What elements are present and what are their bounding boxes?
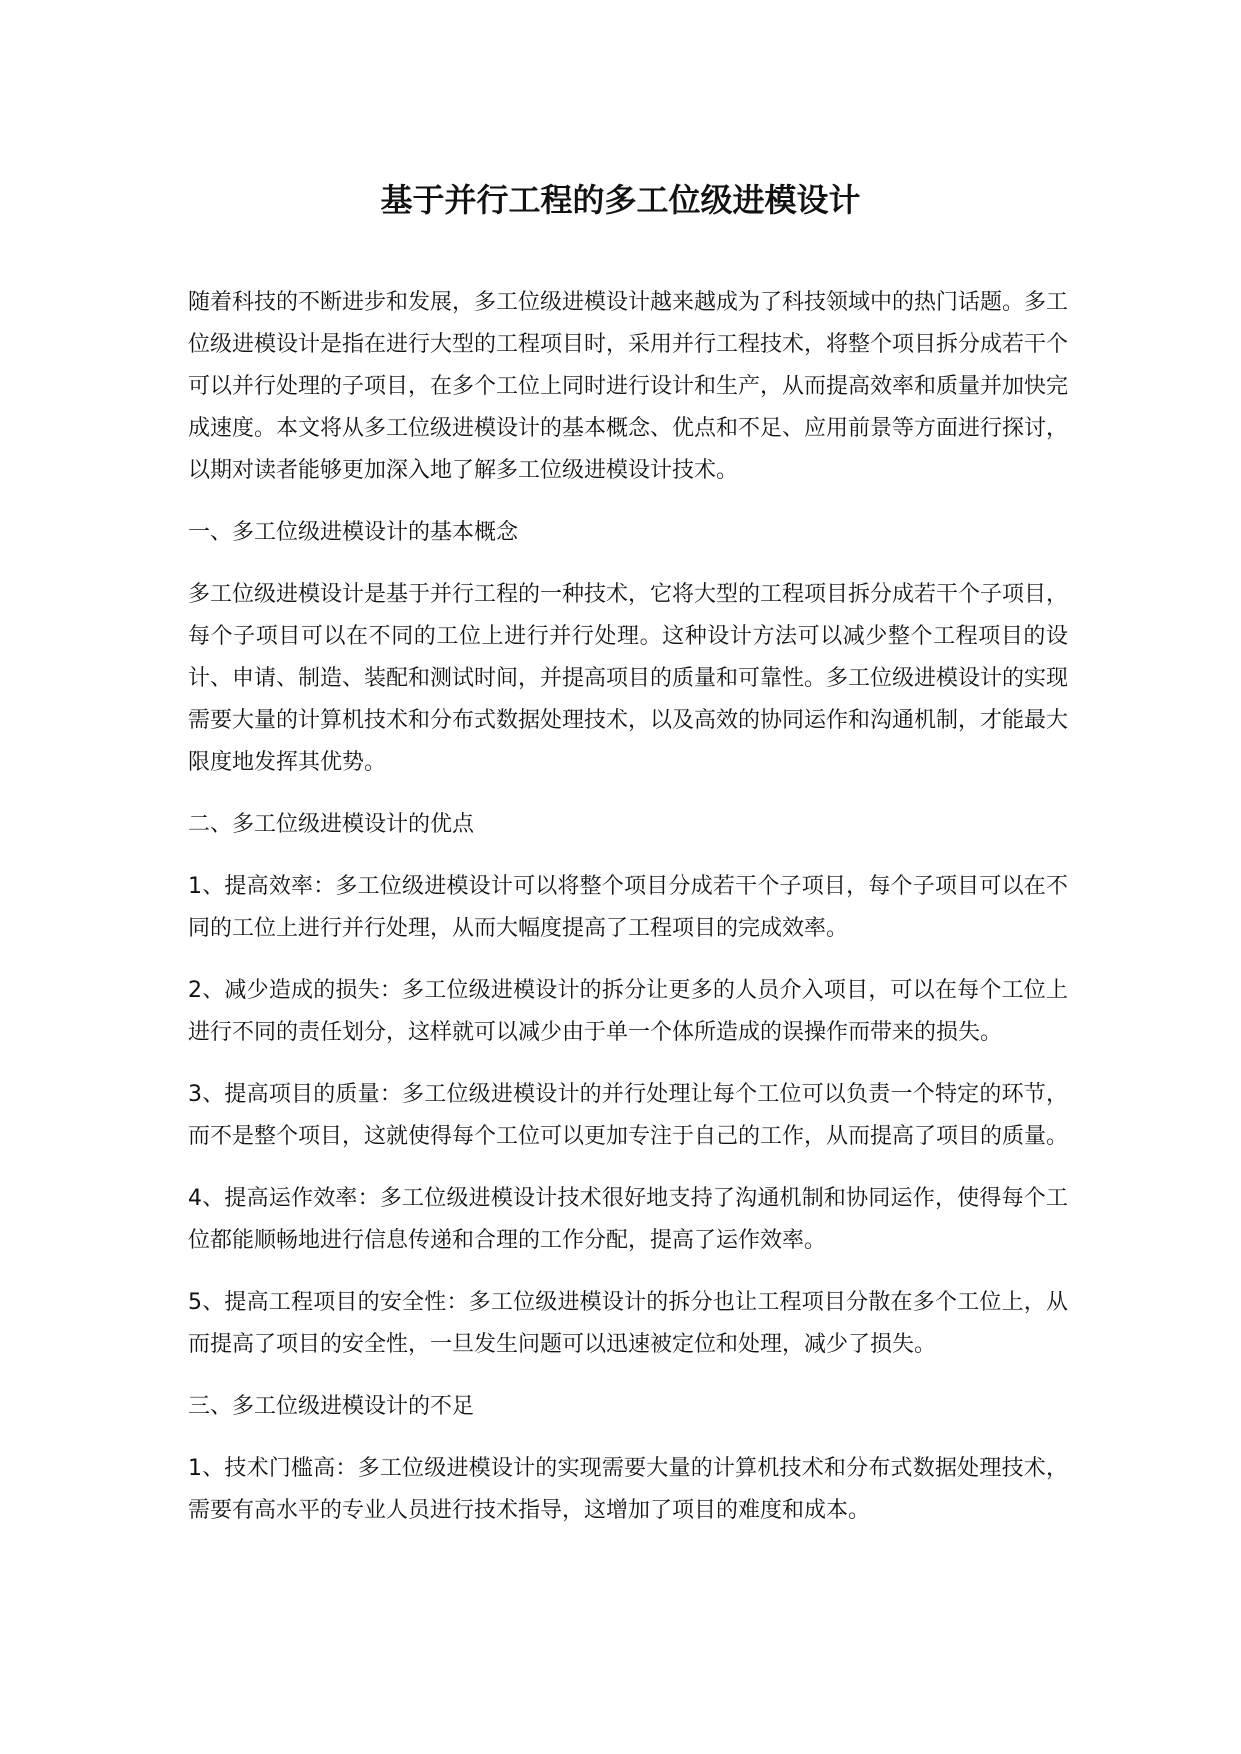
shortcoming-item: 1、技术门槛高：多工位级进模设计的实现需要大量的计算机技术和分布式数据处理技术，需要有高水平的专业人员进行技术指导，这增加了项目的难度和成本。 bbox=[188, 1456, 1068, 1523]
intro-paragraph: 随着科技的不断进步和发展，多工位级进模设计越来越成为了科技领域中的热门话题。多工位级进模设计是指在进行大型的工程项目时，采用并行工程技术，将整个项目拆分成若干个可以并行处理的子项目，在多个工位上同时进行设计和生产，从而提高效率和质量并加快完成速度。本文将从多工位级进模设计的基本概念、优点和不足、应用前景等方面进行探讨，以期对读者能够更加深入地了解多工位级进模设计技术。 bbox=[188, 290, 1069, 483]
advantage-item: 3、提高项目的质量：多工位级进模设计的并行处理让每个工位可以负责一个特定的环节，而不是整个项目，这就使得每个工位可以更加专注于自己的工作，从而提高了项目的质量。 bbox=[188, 1082, 1069, 1149]
section-heading-advantages: 二、多工位级进模设计的优点 bbox=[188, 812, 475, 837]
section-heading-basic-concept: 一、多工位级进模设计的基本概念 bbox=[188, 520, 519, 545]
advantage-item: 1、提高效率：多工位级进模设计可以将整个项目分成若干个子项目，每个子项目可以在不同的工位上进行并行处理，从而大幅度提高了工程项目的完成效率。 bbox=[188, 874, 1068, 941]
section-heading-shortcomings: 三、多工位级进模设计的不足 bbox=[188, 1394, 475, 1419]
document-title: 基于并行工程的多工位级进模设计 bbox=[380, 181, 861, 219]
basic-concept-paragraph: 多工位级进模设计是基于并行工程的一种技术，它将大型的工程项目拆分成若干个子项目，每个子项目可以在不同的工位上进行并行处理。这种设计方法可以减少整个工程项目的设计、申请、制造、装配和测试时间，并提高项目的质量和可靠性。多工位级进模设计的实现需要大量的计算机技术和分布式数据处理技术，以及高效的协同运作和沟通机制，才能最大限度地发挥其优势。 bbox=[188, 582, 1069, 775]
advantage-item: 2、减少造成的损失：多工位级进模设计的拆分让更多的人员介入项目，可以在每个工位上进行不同的责任划分，这样就可以减少由于单一个体所造成的误操作而带来的损失。 bbox=[188, 978, 1068, 1045]
advantage-item: 5、提高工程项目的安全性：多工位级进模设计的拆分也让工程项目分散在多个工位上，从而提高了项目的安全性，一旦发生问题可以迅速被定位和处理，减少了损失。 bbox=[188, 1290, 1068, 1357]
advantage-item: 4、提高运作效率：多工位级进模设计技术很好地支持了沟通机制和协同运作，使得每个工位都能顺畅地进行信息传递和合理的工作分配，提高了运作效率。 bbox=[188, 1186, 1068, 1253]
document-body bbox=[188, 282, 1068, 1552]
